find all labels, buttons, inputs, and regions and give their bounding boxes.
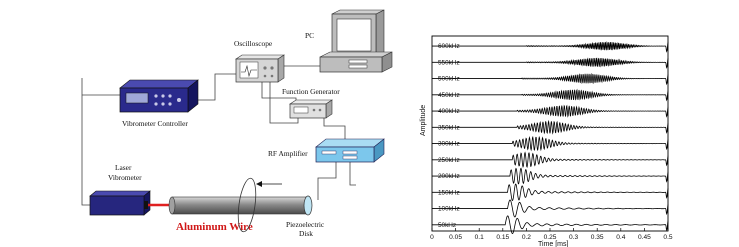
pc-drive-1 <box>349 60 367 63</box>
amp-panel-1 <box>322 151 336 154</box>
piezo-disk-label-line1: Piezoelectric <box>286 220 325 229</box>
series-label-350kHz: 350kHz <box>438 124 460 132</box>
xtick-group <box>430 228 673 241</box>
osc-knob-1 <box>263 66 266 69</box>
trace-300kHz <box>432 137 668 150</box>
series-label-100kHz: 100kHz <box>438 205 460 213</box>
trace-100kHz <box>432 200 668 217</box>
series-label-250kHz: 250kHz <box>438 156 460 164</box>
trace-150kHz <box>432 184 668 201</box>
aluminum-wire-label: Aluminum Wire <box>176 221 253 233</box>
vc-display <box>126 93 148 103</box>
waveform-chart <box>420 36 673 247</box>
oscilloscope <box>234 39 284 82</box>
fg-top <box>290 100 332 104</box>
pc-monitor-top <box>332 10 384 14</box>
series-label-300kHz: 300kHz <box>438 140 460 148</box>
amp-panel-2 <box>343 151 357 154</box>
laser-vibrometer-label-line1: Laser <box>115 163 132 172</box>
cable-fg-amp <box>324 118 345 142</box>
laser-body <box>90 196 144 215</box>
cable-amp-piezo <box>318 160 336 200</box>
x-tick-label: 0.2 <box>521 234 531 241</box>
series-label-450kHz: 450kHz <box>438 91 460 99</box>
vc-button-6 <box>168 102 171 105</box>
wire-end-left <box>169 197 175 214</box>
vc-button-7 <box>177 98 181 102</box>
pc-drive-2 <box>349 65 367 68</box>
cable-controller-laser <box>82 78 120 205</box>
vc-button-3 <box>168 94 171 97</box>
vc-button-2 <box>161 94 164 97</box>
pc <box>305 10 392 72</box>
series-label-550kHz: 550kHz <box>438 59 460 67</box>
osc-top <box>236 55 284 59</box>
laser-vibrometer-label-line2: Vibrometer <box>108 173 142 182</box>
propagation-arrow-head <box>256 181 262 187</box>
piezo-disk-shape <box>304 196 312 215</box>
pc-screen <box>337 19 371 51</box>
series-label-200kHz: 200kHz <box>438 173 460 181</box>
pc-base <box>320 57 382 72</box>
x-tick-label: 0.15 <box>496 234 510 241</box>
pc-label: PC <box>305 31 315 40</box>
x-tick-label: 0.4 <box>616 234 626 241</box>
osc-knob-2 <box>270 66 273 69</box>
vc-button-4 <box>154 102 157 105</box>
laser-vibrometer <box>90 163 150 215</box>
piezo-disk-label-line2: Disk <box>299 229 313 238</box>
pc-base-top <box>320 52 392 57</box>
x-axis-label: Time [ms] <box>538 241 569 247</box>
fg-display <box>294 107 308 113</box>
setup-diagram <box>82 10 392 238</box>
laser-lens <box>144 201 148 209</box>
amp-body <box>316 147 374 162</box>
vc-top <box>120 80 198 88</box>
x-tick-label: 0.1 <box>474 234 484 241</box>
x-tick-label: 0 <box>430 234 434 241</box>
trace-250kHz <box>432 153 668 167</box>
osc-knob-4 <box>271 75 274 78</box>
x-tick-label: 0.05 <box>449 234 463 241</box>
amp-top <box>316 139 384 147</box>
trace-200kHz <box>432 168 668 184</box>
trace-350kHz <box>432 121 668 133</box>
x-tick-label: 0.45 <box>637 234 651 241</box>
oscilloscope-label: Oscilloscope <box>234 39 273 48</box>
series-label-50kHz: 50kHz <box>438 221 457 229</box>
osc-knob-3 <box>264 75 267 78</box>
rf-amplifier <box>268 139 384 162</box>
x-tick-label: 0.25 <box>543 234 557 241</box>
trace-400kHz <box>432 106 668 117</box>
rf-amplifier-label: RF Amplifier <box>268 149 308 158</box>
vibrometer-controller-label: Vibrometer Controller <box>122 119 188 128</box>
series-label-600kHz: 600kHz <box>438 43 460 51</box>
trace-550kHz <box>432 58 668 68</box>
cable-ground <box>350 160 356 185</box>
amp-panel-3 <box>343 156 357 159</box>
function-generator-label: Function Generator <box>282 87 340 96</box>
series-label-150kHz: 150kHz <box>438 189 460 197</box>
series-label-500kHz: 500kHz <box>438 75 460 83</box>
vc-button-1 <box>154 94 157 97</box>
y-axis-label: Amplitude <box>420 104 427 136</box>
x-tick-label: 0.3 <box>569 234 579 241</box>
series-label-400kHz: 400kHz <box>438 108 460 116</box>
osc-side <box>278 55 284 82</box>
x-tick-label: 0.5 <box>663 234 673 241</box>
function-generator <box>282 87 340 118</box>
plot-frame <box>432 36 668 231</box>
fg-knob-1 <box>313 109 316 112</box>
trace-group <box>432 42 668 234</box>
vibrometer-controller <box>120 80 198 128</box>
vc-button-5 <box>161 102 164 105</box>
trace-500kHz <box>432 74 668 84</box>
fg-knob-2 <box>319 109 322 112</box>
laser-top <box>90 191 150 196</box>
pc-monitor-side <box>376 10 384 56</box>
x-tick-label: 0.35 <box>590 234 604 241</box>
trace-450kHz <box>432 90 668 100</box>
trace-600kHz <box>432 42 668 52</box>
